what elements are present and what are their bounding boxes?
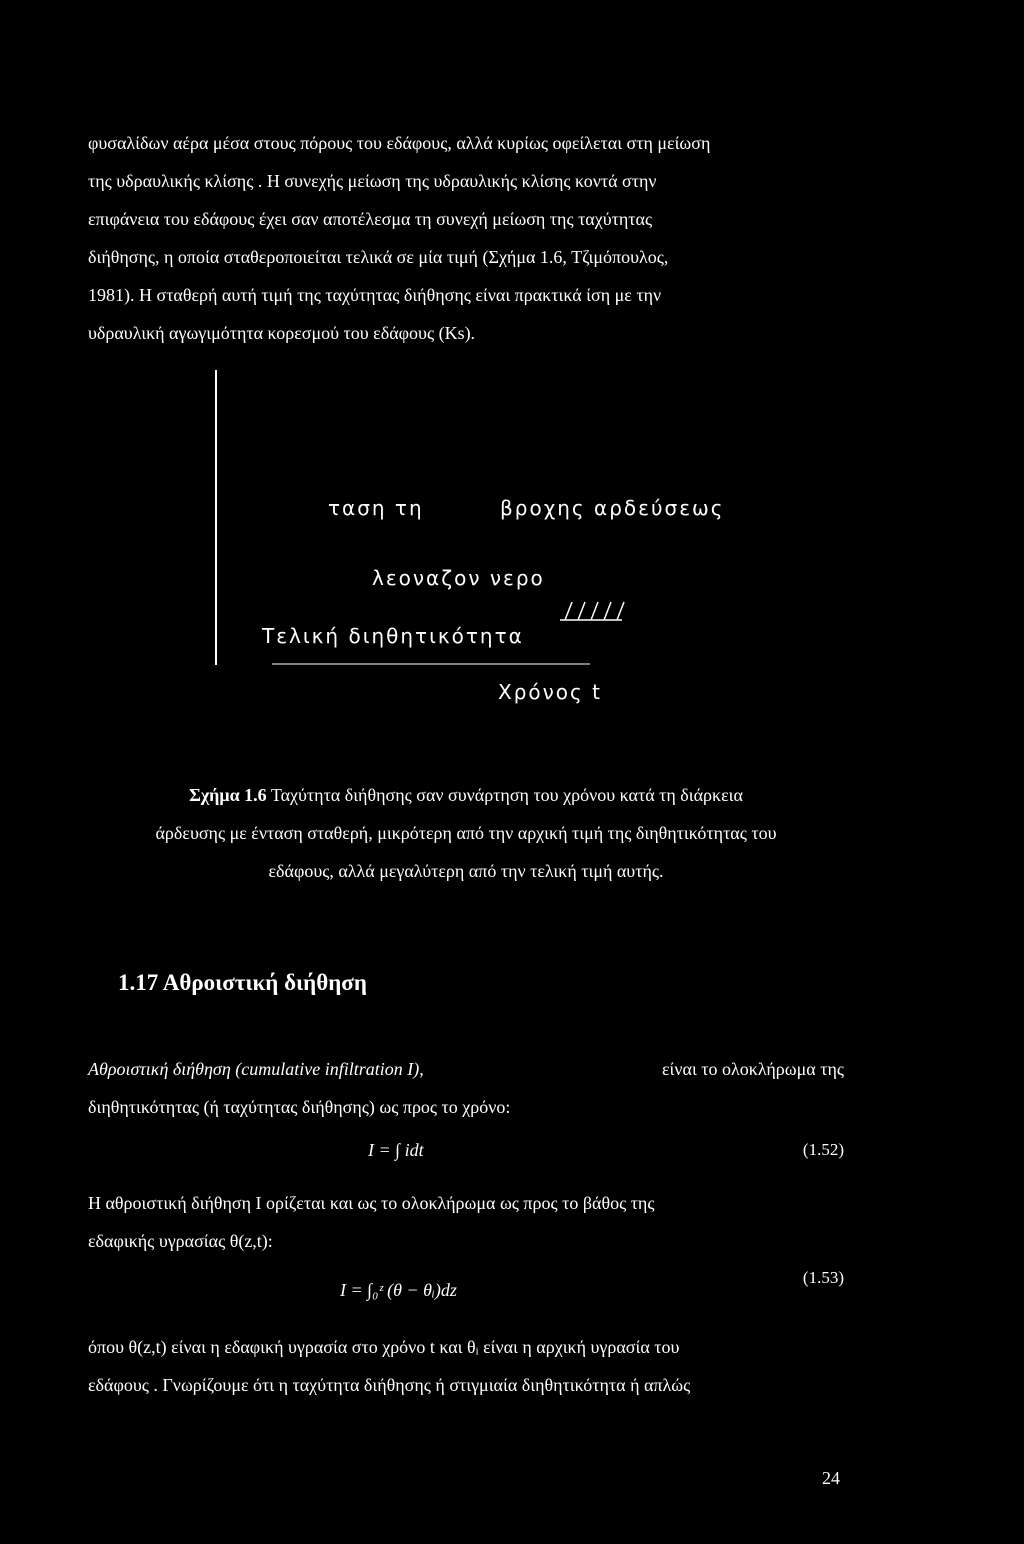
figure-caption xyxy=(88,776,844,890)
paragraph-definition xyxy=(88,1328,844,1404)
text-line: διηθητικότητας (ή ταχύτητας διήθησης) ως προς το χρόνο: xyxy=(88,1097,511,1117)
equation-1-52: I = ∫ idt xyxy=(368,1140,424,1160)
caption-line: άρδευσης με ένταση σταθερή, μικρότερη από την αρχική τιμή της διηθητικότητας του xyxy=(155,823,777,843)
hatch-marks xyxy=(560,602,624,620)
figure-label-irrigation: βροχης αρδεύσεως xyxy=(500,496,725,520)
text-line: 1981). Η σταθερή αυτή τιμή της ταχύτητας διήθησης είναι πρακτικά ίση με την xyxy=(88,285,662,305)
text-line: όπου θ(z,t) είναι η εδαφική υγρασία στο χρόνο t και θᵢ είναι η αρχική υγρασία του xyxy=(88,1337,680,1357)
text-line: φυσαλίδων αέρα μέσα στους πόρους του εδάφους, αλλά κυρίως οφείλεται στη μείωση xyxy=(88,133,711,153)
section-heading: 1.17 Αθροιστική διήθηση xyxy=(118,970,367,995)
figure-label-rain-intensity: ταση τη xyxy=(328,496,424,520)
text-line: εδαφικής υγρασίας θ(z,t): xyxy=(88,1231,273,1251)
equation-number-1-53: (1.53) xyxy=(802,1268,844,1287)
paragraph-cumulative xyxy=(88,1050,844,1126)
caption-line: εδάφους, αλλά μεγαλύτερη από την τελική τιμή αυτής. xyxy=(268,861,664,881)
text-line: υδραυλική αγωγιμότητα κορεσμού του εδάφους (Ks). xyxy=(88,323,476,343)
text-line: επιφάνεια του εδάφους έχει σαν αποτέλεσμα τη συνεχή μείωση της ταχύτητας xyxy=(88,209,653,229)
text-fragment: είναι το ολοκλήρωμα της xyxy=(661,1059,844,1079)
paragraph-soil-moisture xyxy=(88,1184,844,1260)
text-line: της υδραυλικής κλίσης . Η συνεχής μείωση της υδραυλικής κλίσης κοντά στην xyxy=(88,171,657,191)
figure-label-ponding-water: λεοναζον νερο xyxy=(372,566,545,590)
text-line: Η αθροιστική διήθηση I ορίζεται και ως το ολοκλήρωμα ως προς το βάθος της xyxy=(88,1193,655,1213)
caption-label: Σχήμα 1.6 xyxy=(189,785,267,805)
text-line: εδάφους . Γνωρίζουμε ότι η ταχύτητα διήθησης ή στιγμιαία διηθητικότητα ή απλώς xyxy=(88,1375,691,1395)
caption-line xyxy=(88,776,844,814)
text-line xyxy=(88,1050,844,1088)
italic-term: Αθροιστική διήθηση (cumulative infiltration I), xyxy=(88,1059,424,1079)
page-number: 24 xyxy=(822,1468,840,1488)
text-line: διήθησης, η οποία σταθεροποιείται τελικά σε μία τιμή (Σχήμα 1.6, Τζιμόπουλος, xyxy=(88,247,669,267)
equation-number-1-52: (1.52) xyxy=(802,1140,844,1159)
figure-axis-label-time: Χρόνος t xyxy=(498,680,602,704)
figure-label-final-infiltration: Τελική διηθητικότητα xyxy=(262,624,524,648)
equation-1-53: I = ∫₀ᶻ (θ − θᵢ)dz xyxy=(340,1280,457,1300)
caption-text: Ταχύτητα διήθησης σαν συνάρτηση του χρόνου κατά τη διάρκεια xyxy=(270,785,743,805)
